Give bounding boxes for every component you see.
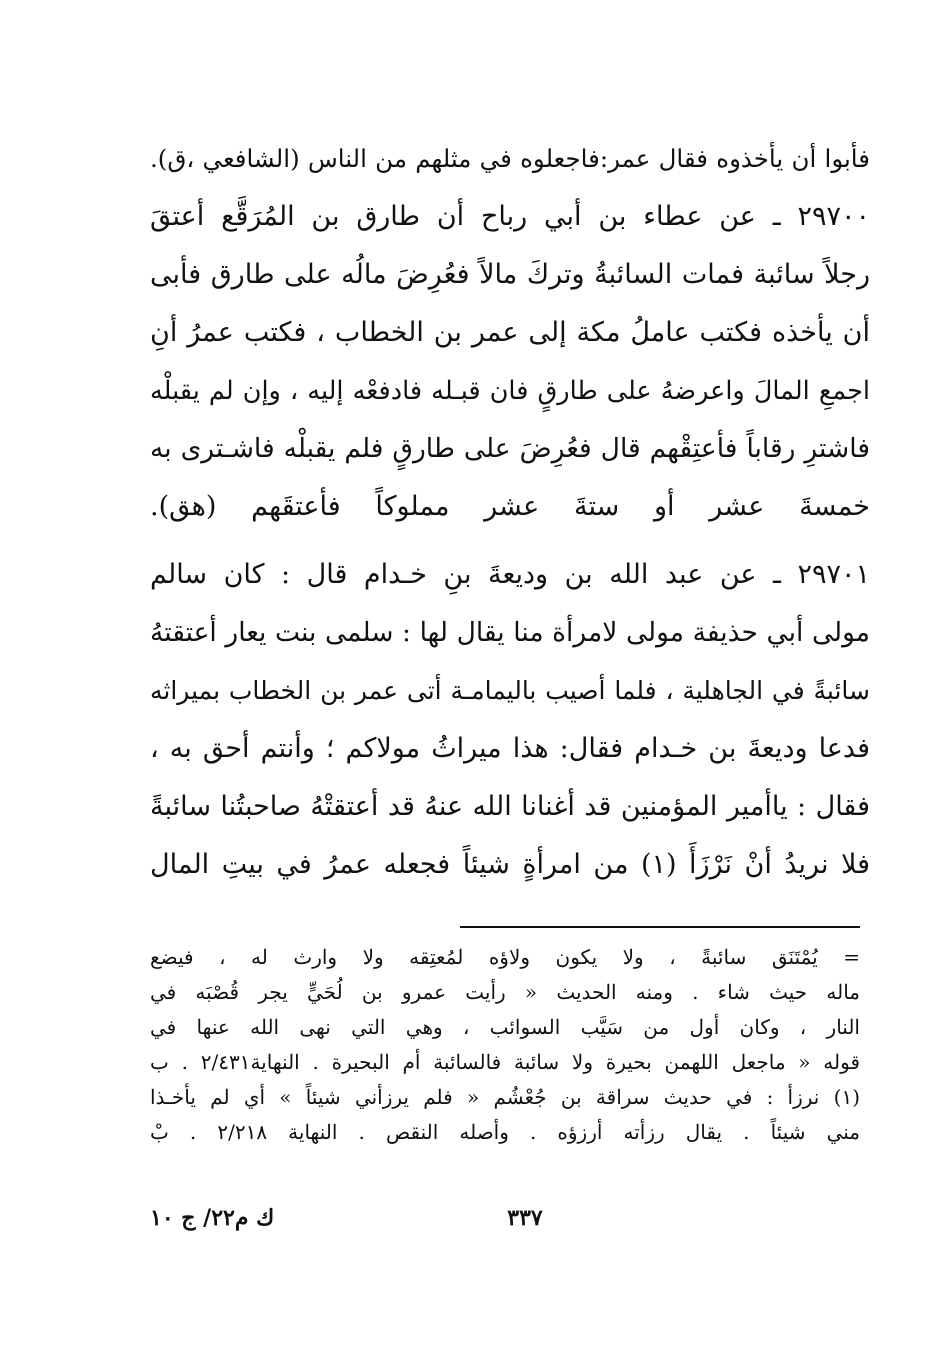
footnote-line: النار ، وكان أول من سَيَّب السوائب ، وهي التي نهى الله عنها في bbox=[150, 1015, 860, 1039]
footnote-line: ماله حيث شاء . ومنه الحديث « رأيت عمرو بن لُحَيٍّ يجر قُصْبَه في bbox=[150, 980, 860, 1004]
main-text-block bbox=[150, 130, 870, 894]
text-line: سائبةً في الجاهلية ، فلما أصيب باليمامـة أتى عمر بن الخطاب بميراثه bbox=[150, 676, 870, 705]
text-line: اجمعِ المالَ واعرضهُ على طارقٍ فان قبـله فادفعْه إليه ، وإن لم يقبلْه bbox=[150, 376, 870, 406]
hadith-29701-line: ٢٩٧٠١ ـ عن عبد الله بن وديعةَ بنِ خـدام قال : كان سالم bbox=[150, 559, 870, 590]
footnotes-block bbox=[150, 940, 860, 1150]
text-line: فقال : ياأمير المؤمنين قد أغنانا الله عنهُ قد أعتقتْهُ صاحبتُنا سائبةً bbox=[150, 791, 870, 822]
page-number: ٣٣٧ bbox=[507, 1205, 543, 1231]
text-line: فأبوا أن يأخذوه فقال عمر:فاجعلوه في مثلهم من الناس (الشافعي ،ق). bbox=[150, 144, 870, 173]
page-footer bbox=[150, 1205, 860, 1241]
text-line: أن يأخذه فكتب عاملُ مكة إلى عمر بن الخطاب ، فكتب عمرُ أنِ bbox=[150, 317, 870, 348]
text-line: مولى أبي حذيفة مولى لامرأة منا يقال لها : سلمى بنت يعار أعتقتهُ bbox=[150, 617, 870, 648]
text-line: فدعا وديعةَ بن خـدام فقال: هذا ميراثُ مولاكم ؛ وأنتم أحق به ، bbox=[150, 733, 870, 764]
footnote-line: = يُمْتَنَق سائبةً ، ولا يكون ولاؤه لمُعتِقه ولا وارث له ، فيضع bbox=[150, 945, 860, 969]
footnote-line: مني شيئاً . يقال رزأته أرزؤه . وأصله النقص . النهاية ٢/٢١٨ . بْ bbox=[150, 1120, 860, 1144]
text-line: فلا نريدُ أنْ نَرْزَأَ (١) من امرأةٍ شيئاً فجعله عمرُ في بيتِ المال bbox=[150, 849, 870, 880]
footnote-divider bbox=[460, 926, 860, 928]
text-line: خمسةَ عشر أو ستةَ عشر مملوكاً فأعتقَهم (هق). bbox=[150, 491, 870, 522]
footnote-1-line: (١) نرزأ : في حديث سراقة بن جُعْشُم « فلم يرزأني شيئاً » أي لم يأخـذا bbox=[150, 1085, 860, 1109]
footnote-line: قوله « ماجعل اللهمن بحيرة ولا سائبة فالسائبة أم البحيرة . النهاية٢/٤٣١ . ب bbox=[150, 1050, 860, 1074]
text-line: فاشترِ رقاباً فأعتِقْهم قال فعُرِضَ على طارقٍ فلم يقبلْه فاشـترى به bbox=[150, 433, 870, 464]
volume-signature: ك م٢٢/ ج ١٠ bbox=[150, 1205, 275, 1231]
text-line: رجلاً سائبة فمات السائبةُ وتركَ مالاً فعُرِضَ مالُه على طارق فأبى bbox=[150, 259, 870, 290]
paragraph-gap bbox=[150, 536, 870, 546]
hadith-29700-line: ٢٩٧٠٠ ـ عن عطاء بن أبي رباح أن طارق بن المُرَقَّع أعتقَ bbox=[150, 201, 870, 232]
